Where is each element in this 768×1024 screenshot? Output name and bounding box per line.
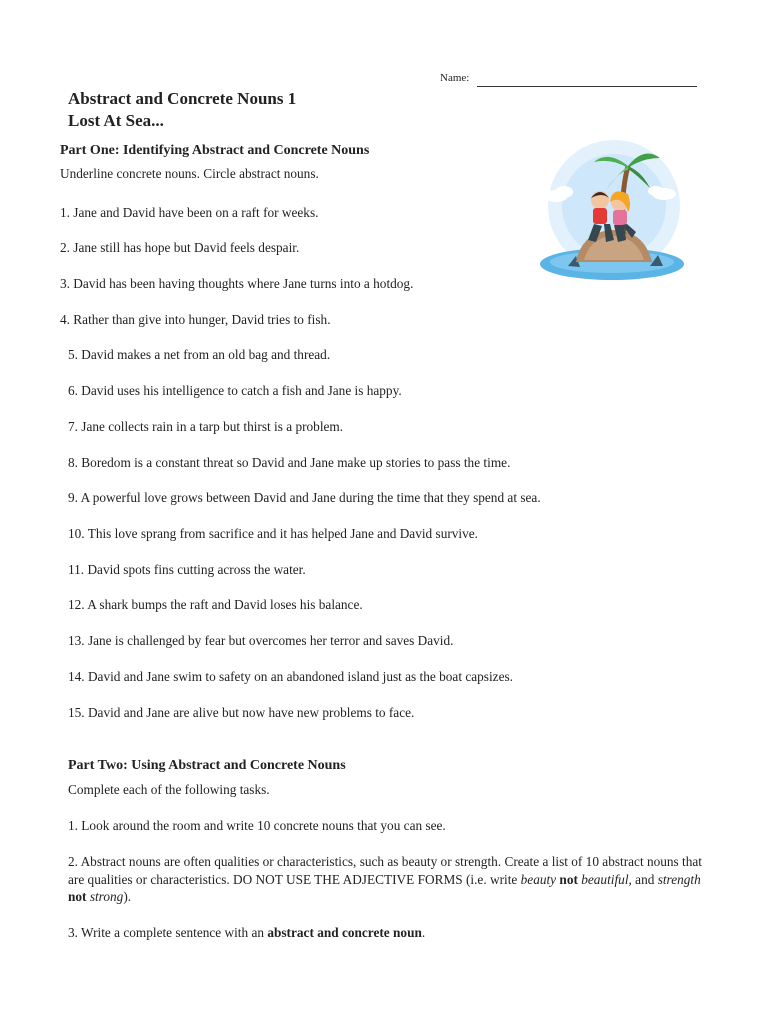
- name-field-line[interactable]: [477, 86, 697, 87]
- task-2-text: 2. Abstract nouns are often qualities or characteristics, such as beauty or strength. Create a list of 10 abstract nouns that are qualities or characteristics. DO NOT USE THE ADJECTIVE FORMS (i.e. write: [68, 854, 702, 887]
- list-item: 15. David and Jane are alive but now have new problems to face.: [68, 705, 415, 720]
- part-two-heading: Part Two: Using Abstract and Concrete Nouns: [68, 758, 346, 773]
- list-item: 6. David uses his intelligence to catch a fish and Jane is happy.: [68, 383, 402, 398]
- list-item: 14. David and Jane swim to safety on an abandoned island just as the boat capsizes.: [68, 669, 513, 684]
- task-2-connector: , and: [628, 871, 658, 887]
- list-item: 1. Jane and David have been on a raft for weeks.: [60, 205, 319, 220]
- part-one-instructions: Underline concrete nouns. Circle abstract nouns.: [60, 166, 319, 181]
- list-item: 10. This love sprang from sacrifice and it has helped Jane and David survive.: [68, 526, 478, 541]
- task-2-example-adjective-2: strong: [89, 889, 124, 904]
- task-2-not: not: [559, 871, 578, 887]
- worksheet-title: Abstract and Concrete Nouns 1: [68, 89, 297, 108]
- task-3-bold: abstract and concrete noun: [267, 925, 422, 940]
- task-1: 1. Look around the room and write 10 concrete nouns that you can see.: [68, 818, 446, 833]
- list-item: 12. A shark bumps the raft and David loses his balance.: [68, 597, 363, 612]
- task-2-example-abstract: beauty: [520, 871, 557, 887]
- task-2-end: ).: [123, 889, 132, 904]
- task-3: [68, 925, 425, 941]
- castaway-island-illustration: [532, 136, 694, 298]
- list-item: 2. Jane still has hope but David feels despair.: [60, 240, 300, 255]
- list-item: 9. A powerful love grows between David and Jane during the time that they spend at sea.: [68, 490, 541, 505]
- list-item: 13. Jane is challenged by fear but overcomes her terror and saves David.: [68, 633, 454, 648]
- name-label: Name:: [440, 72, 470, 84]
- task-2: [68, 853, 708, 906]
- list-item: 3. David has been having thoughts where Jane turns into a hotdog.: [60, 276, 414, 291]
- part-two-instructions: Complete each of the following tasks.: [68, 782, 270, 797]
- list-item: 4. Rather than give into hunger, David tries to fish.: [60, 312, 331, 327]
- list-item: 11. David spots fins cutting across the water.: [68, 562, 306, 577]
- part-one-heading: Part One: Identifying Abstract and Concrete Nouns: [60, 143, 370, 158]
- task-2-example-adjective: beautiful: [581, 871, 629, 887]
- task-2-not-2: not: [68, 889, 87, 904]
- worksheet-subtitle: Lost At Sea...: [68, 111, 164, 130]
- task-3-text: 3. Write a complete sentence with an: [68, 925, 268, 940]
- list-item: 8. Boredom is a constant threat so David and Jane make up stories to pass the time.: [68, 455, 511, 470]
- list-item: 7. Jane collects rain in a tarp but thirst is a problem.: [68, 419, 344, 434]
- list-item: 5. David makes a net from an old bag and thread.: [68, 347, 331, 362]
- task-2-example-abstract-2: strength: [657, 871, 701, 887]
- task-3-end: .: [421, 925, 426, 940]
